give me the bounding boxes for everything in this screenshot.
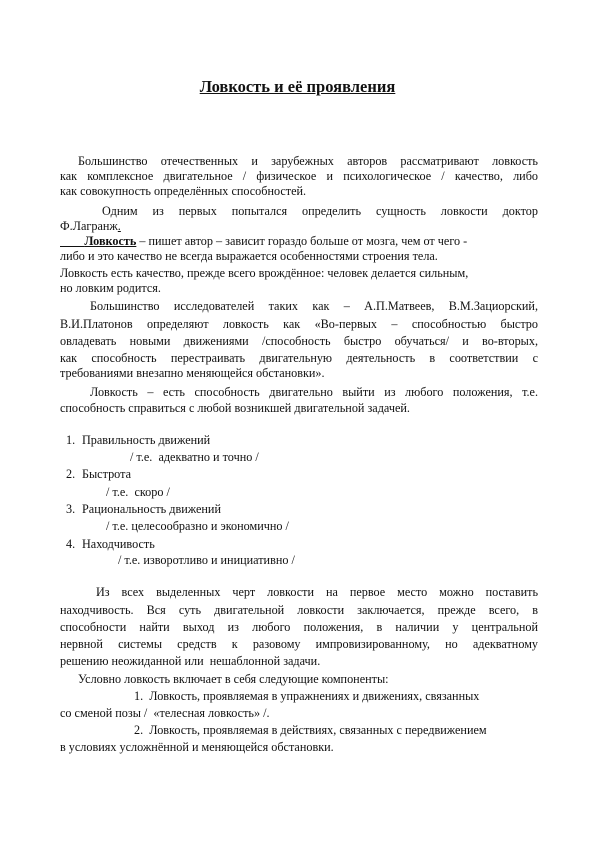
- list-item-4-note: / т.е. изворотливо и инициативно /: [118, 553, 295, 567]
- paragraph-7-line-2: находчивость. Вся суть двигательной ловкости заключается, прежде всего, в: [60, 603, 538, 617]
- lagrange-name: Ф.Лагранж: [60, 219, 118, 233]
- paragraph-5-line-2: В.И.Платонов определяют ловкость как «Во-первых – способностью быстро: [60, 317, 538, 331]
- paragraph-7-line-4: нервной системы средств к разовому импровизированному, но адекватному: [60, 637, 538, 651]
- paragraph-5-line-5: требованиями внезапно меняющейся обстановки».: [60, 366, 325, 380]
- list-item-4-number: 4.: [66, 537, 76, 551]
- list-item-1-number: 1.: [66, 433, 76, 447]
- page-title: Ловкость и её проявления: [199, 77, 396, 96]
- paragraph-6-line-2: способность справиться с любой возникшей двигательной задачей.: [60, 401, 410, 415]
- list-item-4-label: Находчивость: [82, 537, 155, 551]
- paragraph-1-line-3: как совокупность определённых способностей.: [60, 184, 307, 198]
- paragraph-5-line-4: как способность перестраивать двигательную деятельность в соответствии с: [60, 351, 538, 365]
- paragraph-4-line-1: Ловкость есть качество, прежде всего врождённое: человек делается сильным,: [60, 266, 469, 280]
- paragraph-4-line-2: но ловким родится.: [60, 281, 161, 295]
- paragraph-1-line-2: как комплексное двигательное / физическое и психологическое / качество, либо: [60, 169, 538, 183]
- paragraph-7-line-1: Из всех выделенных черт ловкости на первое место можно поставить: [96, 585, 538, 599]
- list-item-1-label: Правильность движений: [82, 433, 211, 447]
- list-item-3-number: 3.: [66, 502, 76, 516]
- paragraph-1-line-1: Большинство отечественных и зарубежных авторов рассматривают ловкость: [78, 154, 538, 168]
- paragraph-2-line-2: [60, 219, 121, 234]
- dexterity-term: Ловкость: [84, 234, 137, 248]
- list-item-3-label: Рациональность движений: [82, 502, 221, 516]
- paragraph-5-line-1: Большинство исследователей таких как – А.П.Матвеев, В.М.Зациорский,: [90, 299, 538, 313]
- paragraph-5-line-3: овладевать новыми движениями /способность быстро обучаться/ и во-вторых,: [60, 334, 538, 348]
- paragraph-7-line-5: решению неожиданной или нешаблонной задачи.: [60, 654, 321, 668]
- paragraph-8: Условно ловкость включает в себя следующие компоненты:: [78, 672, 389, 686]
- paragraph-3-line-1-rest: – пишет автор – зависит гораздо больше от мозга, чем от чего -: [136, 234, 468, 248]
- list-item-3-note: / т.е. целесообразно и экономично /: [106, 519, 289, 533]
- component-1-line-1: 1. Ловкость, проявляемая в упражнениях и движениях, связанных: [134, 689, 480, 703]
- paragraph-3-line-2: либо и это качество не всегда выражается особенностями строения тела.: [60, 249, 438, 263]
- list-item-1-note: / т.е. адекватно и точно /: [130, 450, 259, 464]
- paragraph-7-line-3: способности найти выход из любого положения, в наличии у центральной: [60, 620, 538, 634]
- component-1-line-2: со сменой позы / «телесная ловкость» /.: [60, 706, 270, 720]
- lagrange-period: .: [117, 219, 121, 233]
- component-2-line-1: 2. Ловкость, проявляемая в действиях, связанных с передвижением: [134, 723, 487, 737]
- paragraph-3-line-1: [60, 234, 467, 249]
- list-item-2-label: Быстрота: [82, 467, 131, 481]
- list-item-2-number: 2.: [66, 467, 76, 481]
- indent-underline: [60, 234, 84, 248]
- component-2-line-2: в условиях усложнённой и меняющейся обстановки.: [60, 740, 334, 754]
- paragraph-2-line-1: Одним из первых попытался определить сущность ловкости доктор: [102, 204, 538, 218]
- paragraph-6-line-1: Ловкость – есть способность двигательно выйти из любого положения, т.е.: [90, 385, 538, 399]
- list-item-2-note: / т.е. скоро /: [106, 485, 170, 499]
